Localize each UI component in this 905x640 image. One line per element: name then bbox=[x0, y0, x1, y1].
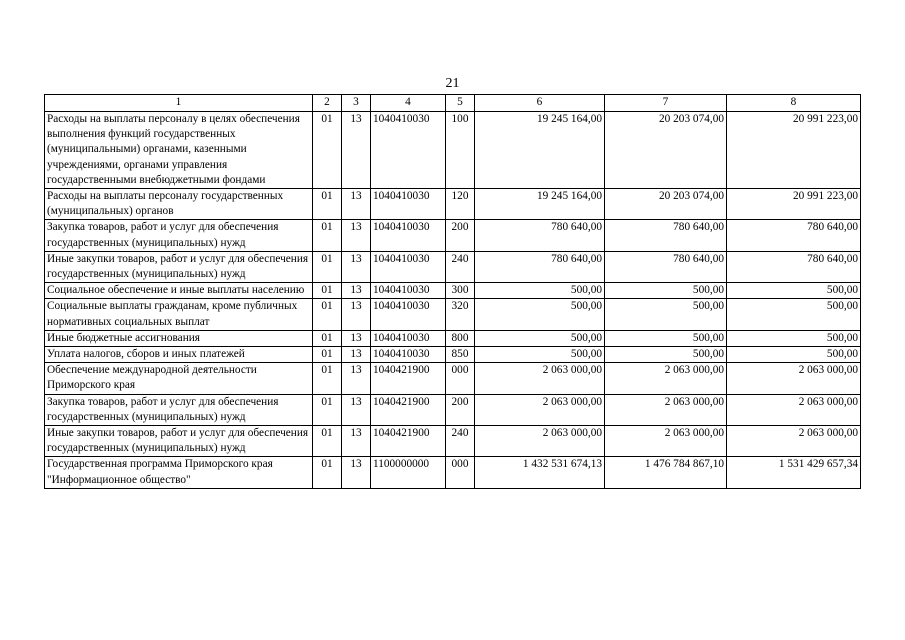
row-target-code: 1040410030 bbox=[371, 189, 446, 220]
table-row bbox=[45, 251, 861, 282]
row-expense-type-code: 850 bbox=[446, 347, 475, 363]
row-section-code: 01 bbox=[313, 189, 342, 220]
row-amount-col8: 780 640,00 bbox=[727, 251, 861, 282]
row-target-code: 1040421900 bbox=[371, 363, 446, 394]
budget-table bbox=[44, 94, 861, 489]
column-header-5: 5 bbox=[446, 95, 475, 112]
row-target-code: 1040410030 bbox=[371, 251, 446, 282]
row-section-code: 01 bbox=[313, 112, 342, 189]
row-expense-type-code: 200 bbox=[446, 394, 475, 425]
table-row bbox=[45, 363, 861, 394]
row-target-code: 1040421900 bbox=[371, 426, 446, 457]
row-amount-col6: 500,00 bbox=[475, 299, 605, 330]
header-row bbox=[45, 95, 861, 112]
row-amount-col7: 500,00 bbox=[605, 283, 727, 299]
row-amount-col7: 500,00 bbox=[605, 299, 727, 330]
row-target-code: 1040410030 bbox=[371, 299, 446, 330]
row-amount-col6: 2 063 000,00 bbox=[475, 426, 605, 457]
row-amount-col6: 780 640,00 bbox=[475, 251, 605, 282]
column-header-3: 3 bbox=[342, 95, 371, 112]
column-header-1: 1 bbox=[45, 95, 313, 112]
row-name: Социальное обеспечение и иные выплаты населению bbox=[45, 283, 313, 299]
row-amount-col6: 500,00 bbox=[475, 283, 605, 299]
row-section-code: 01 bbox=[313, 394, 342, 425]
row-amount-col7: 780 640,00 bbox=[605, 251, 727, 282]
column-header-7: 7 bbox=[605, 95, 727, 112]
row-expense-type-code: 240 bbox=[446, 251, 475, 282]
row-expense-type-code: 000 bbox=[446, 457, 475, 488]
row-section-code: 01 bbox=[313, 457, 342, 488]
row-amount-col7: 780 640,00 bbox=[605, 220, 727, 251]
row-expense-type-code: 300 bbox=[446, 283, 475, 299]
table-row bbox=[45, 426, 861, 457]
row-amount-col8: 2 063 000,00 bbox=[727, 426, 861, 457]
row-amount-col8: 2 063 000,00 bbox=[727, 394, 861, 425]
row-target-code: 1040410030 bbox=[371, 220, 446, 251]
table-row bbox=[45, 220, 861, 251]
row-expense-type-code: 240 bbox=[446, 426, 475, 457]
row-amount-col6: 780 640,00 bbox=[475, 220, 605, 251]
row-amount-col7: 2 063 000,00 bbox=[605, 426, 727, 457]
row-expense-type-code: 800 bbox=[446, 330, 475, 346]
row-name: Закупка товаров, работ и услуг для обеспечения государственных (муниципальных) нужд bbox=[45, 220, 313, 251]
row-amount-col7: 1 476 784 867,10 bbox=[605, 457, 727, 488]
table-row bbox=[45, 189, 861, 220]
row-name: Уплата налогов, сборов и иных платежей bbox=[45, 347, 313, 363]
row-subsection-code: 13 bbox=[342, 283, 371, 299]
row-amount-col8: 20 991 223,00 bbox=[727, 189, 861, 220]
table-row bbox=[45, 394, 861, 425]
row-amount-col6: 2 063 000,00 bbox=[475, 363, 605, 394]
table-row bbox=[45, 457, 861, 488]
row-expense-type-code: 100 bbox=[446, 112, 475, 189]
row-name: Иные закупки товаров, работ и услуг для обеспечения государственных (муниципальных) нужд bbox=[45, 251, 313, 282]
row-subsection-code: 13 bbox=[342, 426, 371, 457]
row-expense-type-code: 120 bbox=[446, 189, 475, 220]
row-amount-col6: 19 245 164,00 bbox=[475, 112, 605, 189]
row-amount-col7: 2 063 000,00 bbox=[605, 394, 727, 425]
row-name: Расходы на выплаты персоналу в целях обеспечения выполнения функций государственных (муниципальными) органами, казенными учреждениями, органами управления государственными внебюджетными фондами bbox=[45, 112, 313, 189]
row-target-code: 1040410030 bbox=[371, 347, 446, 363]
row-name: Расходы на выплаты персоналу государственных (муниципальных) органов bbox=[45, 189, 313, 220]
row-section-code: 01 bbox=[313, 363, 342, 394]
row-amount-col8: 500,00 bbox=[727, 347, 861, 363]
table-row bbox=[45, 347, 861, 363]
row-amount-col7: 500,00 bbox=[605, 347, 727, 363]
table-row bbox=[45, 283, 861, 299]
row-amount-col6: 19 245 164,00 bbox=[475, 189, 605, 220]
row-subsection-code: 13 bbox=[342, 457, 371, 488]
row-amount-col6: 500,00 bbox=[475, 330, 605, 346]
row-name: Государственная программа Приморского края "Информационное общество" bbox=[45, 457, 313, 488]
page-number: 21 bbox=[445, 76, 460, 91]
row-subsection-code: 13 bbox=[342, 112, 371, 189]
row-expense-type-code: 320 bbox=[446, 299, 475, 330]
row-amount-col8: 2 063 000,00 bbox=[727, 363, 861, 394]
row-section-code: 01 bbox=[313, 251, 342, 282]
column-header-6: 6 bbox=[475, 95, 605, 112]
row-amount-col8: 1 531 429 657,34 bbox=[727, 457, 861, 488]
row-section-code: 01 bbox=[313, 220, 342, 251]
table-header bbox=[45, 95, 861, 112]
row-name: Обеспечение международной деятельности Приморского края bbox=[45, 363, 313, 394]
table-row bbox=[45, 299, 861, 330]
row-target-code: 1040421900 bbox=[371, 394, 446, 425]
row-subsection-code: 13 bbox=[342, 189, 371, 220]
column-header-8: 8 bbox=[727, 95, 861, 112]
row-amount-col6: 500,00 bbox=[475, 347, 605, 363]
row-amount-col8: 500,00 bbox=[727, 299, 861, 330]
column-header-2: 2 bbox=[313, 95, 342, 112]
row-amount-col8: 20 991 223,00 bbox=[727, 112, 861, 189]
row-section-code: 01 bbox=[313, 426, 342, 457]
row-amount-col7: 20 203 074,00 bbox=[605, 112, 727, 189]
row-expense-type-code: 000 bbox=[446, 363, 475, 394]
row-amount-col8: 500,00 bbox=[727, 283, 861, 299]
row-amount-col7: 2 063 000,00 bbox=[605, 363, 727, 394]
row-amount-col7: 500,00 bbox=[605, 330, 727, 346]
row-subsection-code: 13 bbox=[342, 220, 371, 251]
row-section-code: 01 bbox=[313, 330, 342, 346]
row-subsection-code: 13 bbox=[342, 330, 371, 346]
row-section-code: 01 bbox=[313, 283, 342, 299]
row-name: Социальные выплаты гражданам, кроме публичных нормативных социальных выплат bbox=[45, 299, 313, 330]
row-amount-col6: 1 432 531 674,13 bbox=[475, 457, 605, 488]
row-subsection-code: 13 bbox=[342, 363, 371, 394]
row-target-code: 1100000000 bbox=[371, 457, 446, 488]
row-target-code: 1040410030 bbox=[371, 112, 446, 189]
column-header-4: 4 bbox=[371, 95, 446, 112]
row-name: Иные бюджетные ассигнования bbox=[45, 330, 313, 346]
row-amount-col6: 2 063 000,00 bbox=[475, 394, 605, 425]
table-row bbox=[45, 330, 861, 346]
table-body bbox=[45, 112, 861, 489]
row-subsection-code: 13 bbox=[342, 251, 371, 282]
row-section-code: 01 bbox=[313, 299, 342, 330]
row-name: Закупка товаров, работ и услуг для обеспечения государственных (муниципальных) нужд bbox=[45, 394, 313, 425]
row-amount-col8: 780 640,00 bbox=[727, 220, 861, 251]
row-name: Иные закупки товаров, работ и услуг для обеспечения государственных (муниципальных) нужд bbox=[45, 426, 313, 457]
row-subsection-code: 13 bbox=[342, 394, 371, 425]
row-expense-type-code: 200 bbox=[446, 220, 475, 251]
row-amount-col7: 20 203 074,00 bbox=[605, 189, 727, 220]
table-row bbox=[45, 112, 861, 189]
row-target-code: 1040410030 bbox=[371, 330, 446, 346]
row-subsection-code: 13 bbox=[342, 347, 371, 363]
row-subsection-code: 13 bbox=[342, 299, 371, 330]
row-target-code: 1040410030 bbox=[371, 283, 446, 299]
row-amount-col8: 500,00 bbox=[727, 330, 861, 346]
row-section-code: 01 bbox=[313, 347, 342, 363]
